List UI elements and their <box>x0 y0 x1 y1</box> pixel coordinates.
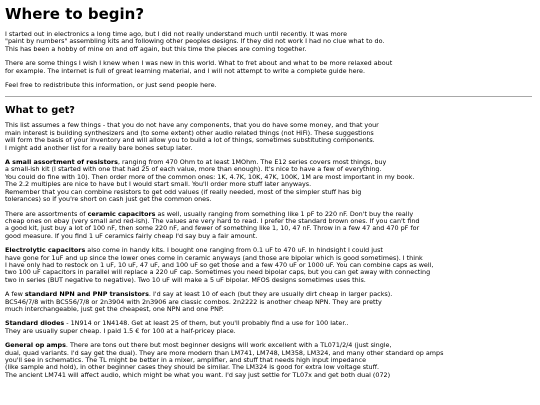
text-line: have gone for 1uF and up since the lower ones come in ceramic anyways (and those are bipolar which is good sometimes). I think <box>5 253 423 262</box>
text-line: (like sample and hold), in other beginner cases they should be similar. The LM324 is good for extra low voltage stuff. <box>5 363 380 372</box>
item-text: also come in handy kits. I bought one ranging from 0.1 uF to 470 uF. In hindsight I could just <box>85 246 383 255</box>
text-line: will form the basis of your inventory and will allow you to build a lot of things, sometimes substituting components. <box>5 136 375 145</box>
item-electrolytic-capacitors <box>5 247 532 284</box>
section-divider <box>5 96 532 97</box>
text-line: main interest is building synthesizers and (to some extent) other audio related things (not HiFi). These suggestions <box>5 128 374 137</box>
intro-paragraph <box>5 60 532 75</box>
text-line: This list assumes a few things - that you do not have any components, that you do have some money, and that your <box>5 121 379 130</box>
text-line: There are some things I wish I knew when I was new in this world. What to fret about and what to be more relaxed about <box>5 59 393 68</box>
text-line: "paint by numbers" assembling kits and following other peoples designs. If they did not work I had no clue what to do. <box>5 37 385 46</box>
item-text: . There are tons out there but most beginner designs will work excellent with a TL071/2/4 (just single, <box>65 341 392 350</box>
text-line: for example. The internet is full of great learning material, and I will not attempt to write a complete guide here. <box>5 66 366 75</box>
item-text: . I'd say at least 10 of each (but they are usually dirt cheap in larger packs). <box>148 290 393 299</box>
item-title: ceramic capacitors <box>87 209 156 218</box>
text-line: a good kit, just buy a lot of 100 nF, then some 220 nF, and fewer of something like 1, 10, 47 nF. Throw in a few 47 and 470 pF for <box>5 224 420 233</box>
text-line: They are usually super cheap. I paid 1.5 € for 100 at a half-pricey place. <box>5 326 236 335</box>
text-line: You could do fine with 10). Then order more of the common ones: 1K, 4.7K, 10K, 47K, 100K, 1M are most important in my book. <box>5 172 415 181</box>
text-line: BC546/7/8 with BC556/7/8 or 2n3904 with 2n3906 are classic combos. 2n2222 is another cheap NPN. They are pretty <box>5 297 382 306</box>
item-title: A small assortment of resistors <box>5 158 118 167</box>
text-line: cheap ones on ebay (very small and red-ish). The values are very hard to read. I prefer the standard brown ones. If you can't find <box>5 216 420 225</box>
text-line: I have only had to restock on 1 uF, 10 uF, 47 uF, and 100 uF so get those and a few 470 uF or 1000 uF. You can combine caps as well, <box>5 260 434 269</box>
item-title: General op amps <box>5 341 66 350</box>
text-line: tolerances) so if you're short on cash just get the common ones. <box>5 195 212 204</box>
item-resistors <box>5 159 532 203</box>
intro-section <box>5 31 532 89</box>
item-title: Standard diodes <box>5 319 65 328</box>
item-title: Electrolytic capacitors <box>5 246 86 255</box>
item-op-amps <box>5 342 532 379</box>
item-diodes <box>5 320 532 335</box>
text-line: Remember that you can combine resistors to get odd values (if really needed, most of the simpler stuff has big <box>5 187 362 196</box>
section-heading: What to get? <box>5 105 75 117</box>
item-ceramic-capacitors <box>5 211 532 241</box>
text-line: The ancient LM741 will affect audio, which might be what you want. I'd say just settle for TL07x and get both dual (072) <box>5 370 391 379</box>
page-title: Where to begin? <box>5 5 145 23</box>
section-intro <box>5 122 532 152</box>
item-text: as well, usually ranging from something like 1 pF to 220 nF. Don't buy the really <box>155 209 414 218</box>
text-line: Feel free to redistribute this information, or just send people here. <box>5 81 217 90</box>
text-line: you'll see in schematics. The TL might be better in a mixer, amplifier, and stuff that needs high input impedance <box>5 356 366 364</box>
text-line: I started out in electronics a long time ago, but I did not really understand much until recently. It was more <box>5 30 348 38</box>
text-line: dual, quad variants. I'd say get the dual). They are more modern than LM741, LM748, LM358, LM324, and many other standard op amps <box>5 348 444 357</box>
text-line: This has been a hobby of mine on and off again, but this time the pieces are coming together. <box>5 44 307 53</box>
text-line: much interchangeable, just get the cheapest, one NPN and one PNP. <box>5 304 224 313</box>
item-title: standard NPN and PNP transistors <box>24 290 149 299</box>
item-text: - 1N914 or 1N4148. Get at least 25 of them, but you'll probably find a use for 100 later.. <box>64 319 349 328</box>
item-text: , ranging from 470 Ohm to at least 1MOhm. The E12 series covers most things, buy <box>117 158 387 167</box>
text-line: good measure. If you find 1 uF ceramics fairly cheap I'd say buy a fair amount. <box>5 231 258 240</box>
intro-paragraph <box>5 31 532 53</box>
text-line: two 100 uF capacitors in parallel will replace a 220 uF cap. Sometimes you need bipolar caps, but you can get away with connecting <box>5 268 431 277</box>
item-prefix: A few <box>5 290 25 299</box>
item-prefix: There are assortments of <box>5 209 88 218</box>
text-line: two in series (BUT negative to negative). Two 10 uF will make a 5 uF bipolar. MFOS designs sometimes uses this. <box>5 275 366 284</box>
item-transistors <box>5 291 532 313</box>
text-line: a small-ish kit (I started with one that had 25 of each value, more than enough). It's nice to have a few of everything. <box>5 165 382 174</box>
text-line: The 2.2 multiples are nice to have but I would start small. You'll order more stuff later anyways. <box>5 180 312 189</box>
intro-paragraph <box>5 82 532 89</box>
text-line: I might add another list for a really bare bones setup later. <box>5 143 193 152</box>
